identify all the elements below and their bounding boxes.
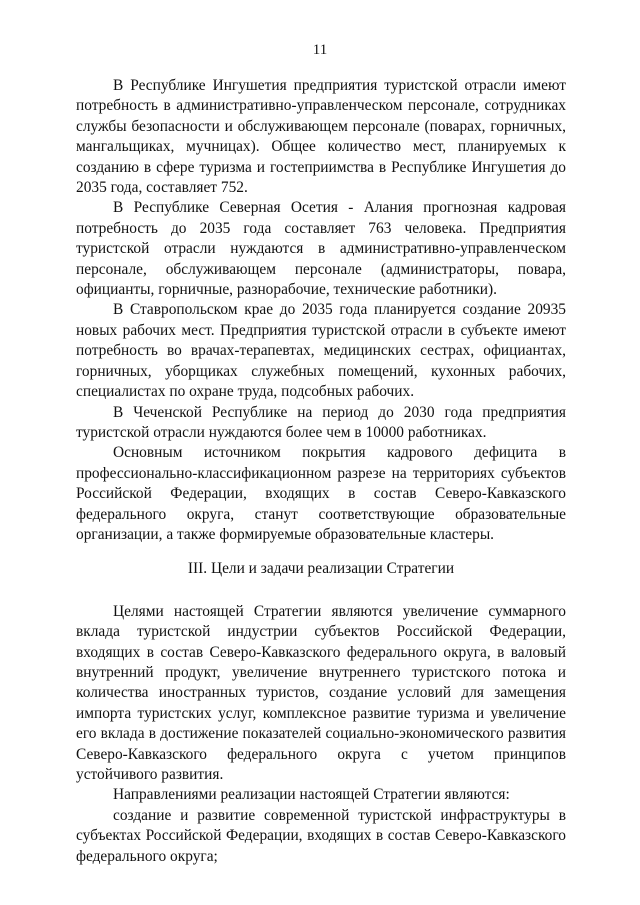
paragraph-stavropol: В Ставропольском крае до 2035 года планируется создание 20935 новых рабочих мест. Предприятия туристской отрасли в субъекте имеют потребность во врачах-терапевтах, медицинских сестрах, официантах, горничных, уборщиках служебных помещений, кухонных рабочих, специалистах по охране труда, подсобных рабочих. [76, 301, 566, 401]
document-body [76, 76, 566, 867]
section-heading: III. Цели и задачи реализации Стратегии [187, 560, 455, 578]
paragraph-ingushetia: В Республике Ингушетия предприятия туристской отрасли имеют потребность в административно-управленческом персонале, сотрудниках службы безопасности и обслуживающем персонале (поварах, горничных, мангальщиках, мучницах). Общее количество мест, планируемых к созданию в сфере туризма и гостеприимства в Республике Ингушетия до 2035 года, составляет 752. [76, 77, 566, 197]
paragraph-goals: Целями настоящей Стратегии являются увеличение суммарного вклада туристской индустрии субъектов Российской Федерации, входящих в состав Северо-Кавказского федерального округа, в валовый внутренний продукт, увеличение внутреннего туристского потока и количества иностранных туристов, создание условий для замещения импорта туристских услуг, комплексное развитие туризма и увеличение его вклада в достижение показателей социально-экономического развития Северо-Кавказского федерального округа с учетом принципов устойчивого развития. [76, 602, 566, 783]
paragraph-direction-infrastructure: создание и развитие современной туристской инфраструктуры в субъектах Российской Федерации, входящих в состав Северо-Кавказского федерального округа; [76, 806, 566, 865]
paragraph-directions-intro: Направлениями реализации настоящей Стратегии являются: [113, 786, 510, 804]
paragraph-staffing-source: Основным источником покрытия кадрового дефицита в профессионально-классификационном разрезе на территориях субъектов Российской Федерации, входящих в состав Северо-Кавказского федерального округа, станут соответствующие образовательные организации, а также формируемые образовательные кластеры. [76, 444, 566, 543]
paragraph-north-ossetia: В Республике Северная Осетия - Алания прогнозная кадровая потребность до 2035 года составляет 763 человека. Предприятия туристской отрасли нуждаются в административно-управленческом персонале, обслуживающем персонале (администраторы, повара, официанты, горничные, разнорабочие, технические работники). [76, 199, 566, 299]
paragraph-chechnya: В Чеченской Республике на период до 2030 года предприятия туристской отрасли нуждаются более чем в 10000 работниках. [76, 403, 566, 441]
page-number: 11 [312, 42, 328, 58]
